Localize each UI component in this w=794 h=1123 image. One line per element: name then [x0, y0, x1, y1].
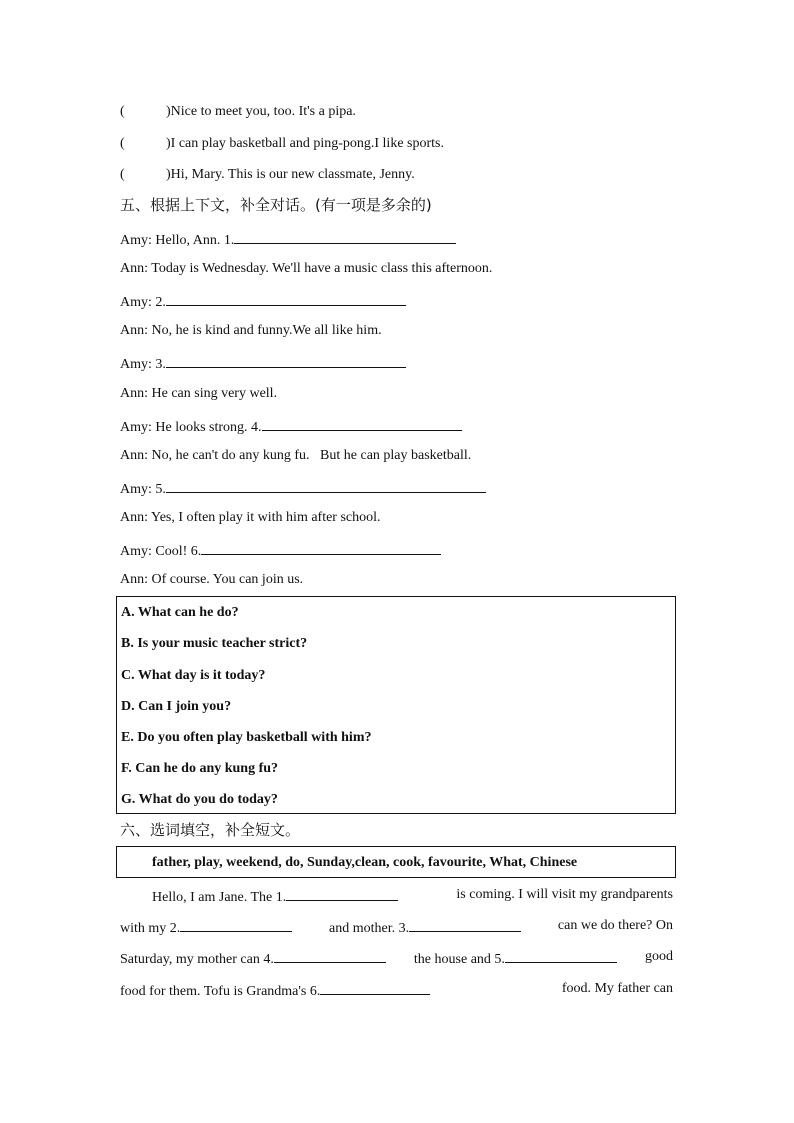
dialogue-line: Ann: Today is Wednesday. We'll have a music class this afternoon.	[120, 261, 493, 276]
fill-blank-6[interactable]	[320, 980, 430, 995]
dialogue-line: Amy: 3.	[120, 353, 406, 374]
dialogue-line: Ann: No, he can't do any kung fu. But he can play basketball.	[120, 448, 472, 463]
options-box	[116, 596, 676, 814]
passage-line-4: food for them. Tofu is Grandma's 6. food. My father can	[120, 981, 673, 999]
section6-heading: 六、选词填空，补全短文。	[120, 821, 301, 839]
dialogue-line: Amy: 2.	[120, 291, 406, 312]
dialogue-line: Ann: Yes, I often play it with him after school.	[120, 510, 381, 525]
fill-blank-5[interactable]	[505, 948, 617, 963]
dialogue-line: Amy: 5.	[120, 478, 486, 499]
order-item-3: ( )Hi, Mary. This is our new classmate, Jenny.	[120, 167, 415, 182]
passage-line-3: Saturday, my mother can 4. the house and 5. good	[120, 949, 673, 967]
answer-blank-2[interactable]	[166, 291, 406, 306]
dialogue-line: Amy: Cool! 6.	[120, 540, 441, 561]
option-c: C. What day is it today?	[121, 668, 266, 683]
passage-line-1: Hello, I am Jane. The 1. is coming. I will visit my grandparents	[152, 887, 673, 905]
dialogue-line: Ann: Of course. You can join us.	[120, 572, 304, 587]
section5-heading: 五、根据上下文，补全对话。(有一项是多余的)	[120, 196, 432, 214]
passage-line-2: with my 2. and mother. 3. can we do there? On	[120, 918, 673, 936]
fill-blank-3[interactable]	[409, 917, 521, 932]
option-f: F. Can he do any kung fu?	[121, 761, 279, 776]
option-g: G. What do you do today?	[121, 792, 278, 807]
order-item-text: )Nice to meet you, too. It's a pipa.	[166, 104, 356, 119]
dialogue-line: Amy: Hello, Ann. 1.	[120, 229, 456, 250]
dialogue-line: Ann: No, he is kind and funny.We all like him.	[120, 323, 382, 338]
answer-blank-5[interactable]	[166, 478, 486, 493]
fill-blank-1[interactable]	[286, 886, 398, 901]
dialogue-line: Ann: He can sing very well.	[120, 386, 278, 401]
answer-blank-4[interactable]	[262, 416, 462, 431]
order-item-1: ( )Nice to meet you, too. It's a pipa.	[120, 104, 356, 119]
order-item-text: )Hi, Mary. This is our new classmate, Jenny.	[166, 167, 415, 182]
option-b: B. Is your music teacher strict?	[121, 636, 308, 651]
order-item-2: ( )I can play basketball and ping-pong.I like sports.	[120, 136, 444, 151]
answer-blank-3[interactable]	[166, 353, 406, 368]
option-d: D. Can I join you?	[121, 699, 232, 714]
fill-blank-2[interactable]	[180, 917, 292, 932]
option-a: A. What can he do?	[121, 605, 239, 620]
option-e: E. Do you often play basketball with him?	[121, 730, 372, 745]
word-bank: father, play, weekend, do, Sunday,clean, cook, favourite, What, Chinese	[152, 855, 578, 870]
answer-blank-1[interactable]	[234, 229, 456, 244]
answer-blank-6[interactable]	[201, 540, 441, 555]
word-bank-box	[116, 846, 676, 878]
fill-blank-4[interactable]	[274, 948, 386, 963]
dialogue-line: Amy: He looks strong. 4.	[120, 416, 462, 437]
order-item-text: )I can play basketball and ping-pong.I like sports.	[166, 136, 444, 151]
